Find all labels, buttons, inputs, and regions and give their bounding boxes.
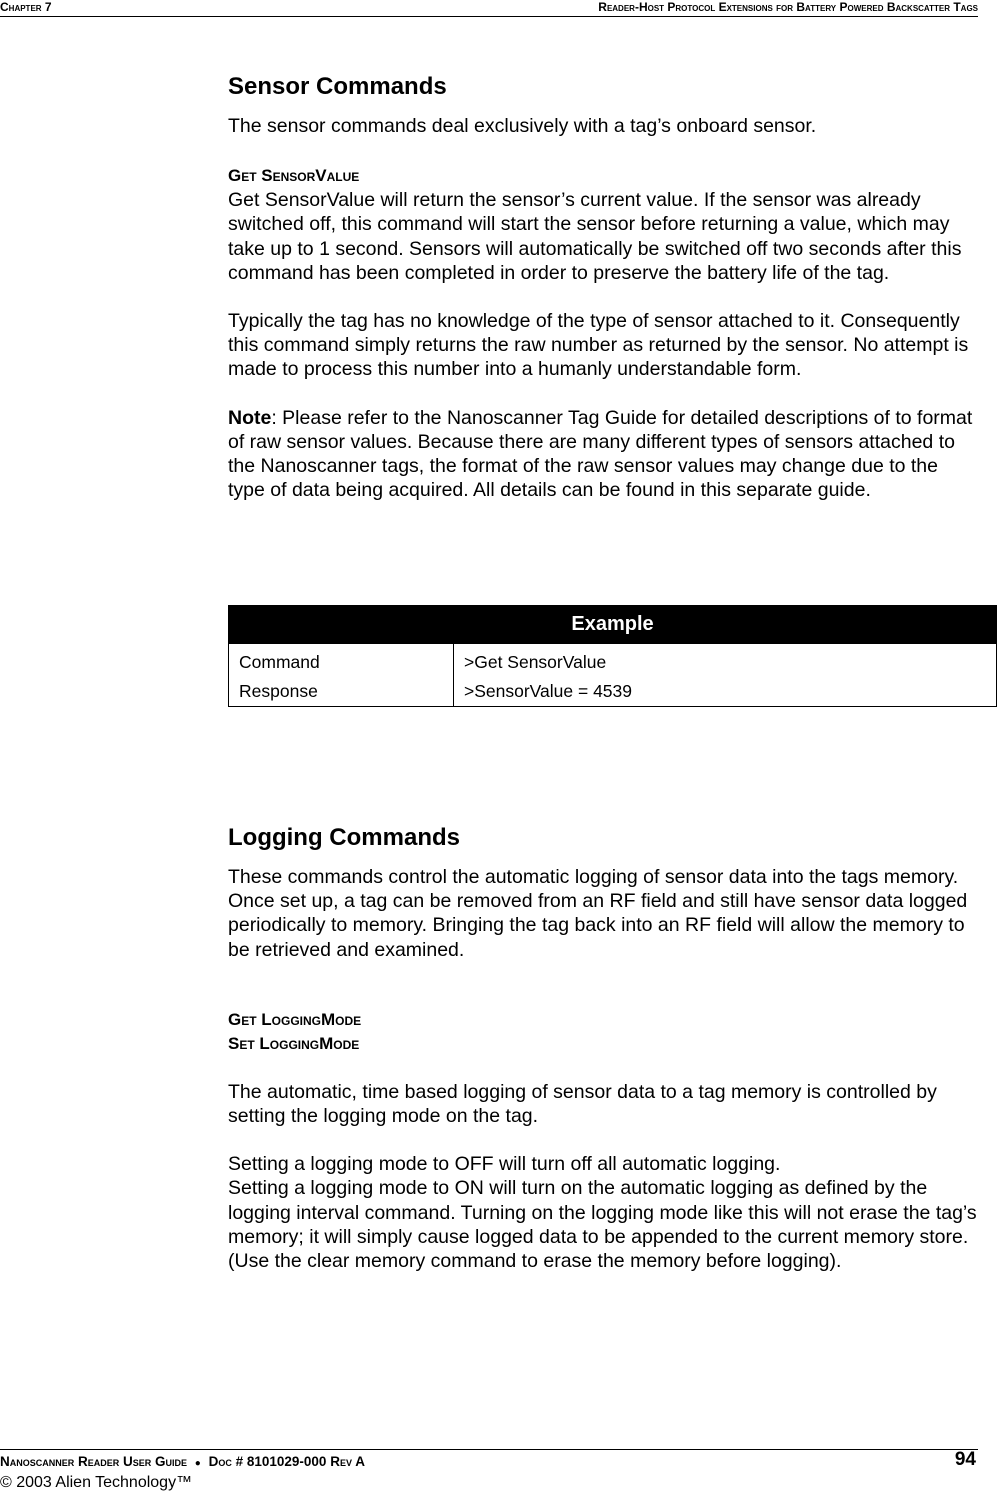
bullet-separator-icon: ● <box>194 1458 201 1469</box>
chapter-label: Chapter 7 <box>0 0 52 14</box>
example-table <box>228 605 997 707</box>
logging-intro: These commands control the automatic logging of sensor data into the tags memory. Once set up, a tag can be removed from an RF field and still have sensor data logged periodically to memory. Bringing the tag back into an RF field will allow the memory to be retrieved and examined. <box>228 866 968 961</box>
example-response-value: >SensorValue = 4539 <box>454 677 997 707</box>
get-sensorvalue-title: Get SensorValue <box>228 166 360 186</box>
table-row <box>229 677 997 707</box>
header-rule <box>0 16 978 17</box>
footer-rule <box>0 1449 978 1450</box>
get-loggingmode-title: Get LoggingMode <box>228 1009 362 1029</box>
running-title: Reader-Host Protocol Extensions for Battery Powered Backscatter Tags <box>598 0 978 14</box>
get-sensorvalue-description: Get SensorValue will return the sensor’s current value. If the sensor was already switched off, this command will start the sensor before returning a value, which may take up to 1 second. Sensors will automatically be switched off two seconds after this command has been completed in order to preserve the battery life of the tag. <box>228 189 962 284</box>
copyright: © 2003 Alien Technology™ <box>0 1474 193 1491</box>
note-text: : Please refer to the Nanoscanner Tag Guide for detailed descriptions of to format of raw sensor values. Because there are many different types of sensors attached to the Nanoscanner tags, the format of the raw sensor values may change due to the type of data being acquired. All details can be found in this separate guide. <box>228 406 973 502</box>
example-command-label: Command <box>229 644 454 678</box>
note-label: Note <box>228 406 272 429</box>
set-loggingmode-title: Set LoggingMode <box>228 1033 360 1053</box>
table-row <box>229 644 997 678</box>
sensor-note <box>228 406 978 503</box>
loggingmode-off-text: Setting a logging mode to OFF will turn off all automatic logging. <box>228 1153 781 1176</box>
footer-guide-title: Nanoscanner Reader User Guide <box>0 1454 188 1469</box>
sensor-intro: The sensor commands deal exclusively with a tag’s onboard sensor. <box>228 115 817 137</box>
footer-guide-info <box>0 1454 365 1469</box>
sensor-commands-heading: Sensor Commands <box>228 73 447 100</box>
logging-commands-heading: Logging Commands <box>228 824 460 851</box>
example-response-label: Response <box>229 677 454 707</box>
page-content <box>228 70 978 502</box>
logging-section <box>228 821 978 1273</box>
footer-doc-number: Doc # 8101029-000 Rev A <box>208 1454 365 1469</box>
loggingmode-description: The automatic, time based logging of sensor data to a tag memory is controlled by setting the logging mode on the tag. <box>228 1080 937 1128</box>
sensor-raw-value-paragraph: Typically the tag has no knowledge of the type of sensor attached to it. Consequently this command simply returns the raw number as returned by the sensor. No attempt is made to process this number into a humanly understandable form. <box>228 310 969 381</box>
loggingmode-on-text: Setting a logging mode to ON will turn on the automatic logging as defined by the logging interval command. Turning on the logging mode like this will not erase the tag’s memory; it will simply cause logged data to be appended to the current memory store. (Use the clear memory command to erase the memory before logging). <box>228 1177 977 1273</box>
example-command-value: >Get SensorValue <box>454 644 997 678</box>
example-table-title: Example <box>229 606 997 644</box>
page-number: 94 <box>954 1449 976 1470</box>
